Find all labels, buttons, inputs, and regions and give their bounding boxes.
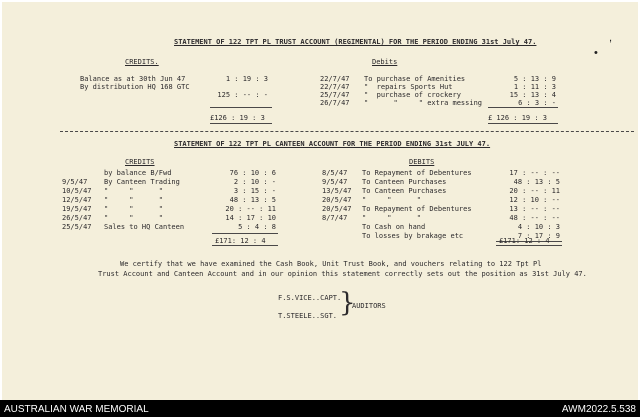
statement2-credits-header: CREDITS	[125, 158, 155, 166]
credit-amount: 125 : -- : -	[217, 91, 268, 99]
credit-desc: " " "	[104, 205, 164, 213]
statement1-debits-header: Debits	[372, 58, 398, 66]
debit-date: 22/7/47	[320, 83, 350, 91]
debit-desc: To Repayment of Debentures	[362, 169, 472, 177]
credit-amount: 1 : 19 : 3	[225, 75, 268, 83]
credit-amount: 76 : 10 : 6	[229, 169, 276, 177]
statement2-total-credits: £171: 12 : 4	[215, 237, 266, 245]
footer-accession-number: AWM2022.5.538	[561, 404, 636, 415]
debit-desc: " repairs Sports Hut	[364, 83, 453, 91]
credit-amount: 5 : 4 : 8	[238, 223, 276, 231]
debit-desc: " purchase of crockery	[364, 91, 461, 99]
credit-date: 19/5/47	[62, 205, 92, 213]
debit-amount: 7 : 17 : 9	[517, 232, 560, 240]
statement1-total-credits: £126 : 19 : 3	[210, 114, 265, 122]
document-page	[2, 2, 638, 400]
debit-date: 9/5/47	[322, 178, 348, 186]
credit-date: 25/5/47	[62, 223, 92, 231]
statement2-credits-subtotal-rule	[212, 233, 278, 234]
credit-date: 10/5/47	[62, 187, 92, 195]
statement2-credits-total-rule	[212, 245, 278, 246]
credit-desc: By Canteen Trading	[104, 178, 180, 186]
credit-date: 12/5/47	[62, 196, 92, 204]
debit-desc: " " " extra messing	[364, 99, 483, 107]
debit-amount: 48 : 13 : 5	[513, 178, 560, 186]
debit-date: 25/7/47	[320, 91, 350, 99]
credit-desc: by balance B/Fwd	[104, 169, 172, 177]
debit-amount: 4 : 10 : 3	[517, 223, 560, 231]
margin-tick-mark: •	[594, 47, 598, 59]
debit-desc: " " "	[362, 196, 422, 204]
debit-date: 8/5/47	[322, 169, 348, 177]
margin-comma-mark: ,	[609, 32, 613, 44]
debit-amount: 15 : 13 : 4	[509, 91, 556, 99]
credit-amount: 20 : -- : 11	[225, 205, 276, 213]
certification-line-1: We certify that we have examined the Cash Book, Unit Trust Book, and vouchers relating to 122 Tpt Pl	[120, 260, 542, 268]
credit-amount: 2 : 10 : -	[233, 178, 276, 186]
statement1-credits-header: CREDITS.	[125, 58, 159, 66]
auditor-signature-2: T.STEELE..SGT.	[278, 312, 338, 320]
debit-amount: 12 : 10 : --	[509, 196, 560, 204]
debit-desc: To losses by brakage etc	[362, 232, 464, 240]
credit-desc: " " "	[104, 187, 164, 195]
credit-desc: By distribution HQ 168 GTC	[80, 83, 190, 91]
statement1-debits-total-rule	[488, 123, 558, 124]
debit-date: 22/7/47	[320, 75, 350, 83]
credit-amount: 3 : 15 : -	[233, 187, 276, 195]
footer-institution: AUSTRALIAN WAR MEMORIAL	[4, 404, 149, 415]
credit-desc: Balance as at 30th Jun 47	[80, 75, 186, 83]
statement1-credits-total-rule	[210, 123, 272, 124]
debit-desc: To Repayment of Debentures	[362, 205, 472, 213]
credit-date: 9/5/47	[62, 178, 88, 186]
credit-desc: " " "	[104, 196, 164, 204]
statement1-debits-subtotal-rule	[488, 107, 558, 108]
statement2-debits-total-rule	[496, 245, 562, 246]
statement2-total-debits: £171: 12 : 4	[499, 237, 550, 245]
auditors-label: AUDITORS	[352, 302, 386, 310]
debit-amount: 48 : -- : --	[509, 214, 560, 222]
credit-desc: " " "	[104, 214, 164, 222]
debit-amount: 13 : -- : --	[509, 205, 560, 213]
debit-desc: " " "	[362, 214, 422, 222]
debit-amount: 20 : -- : 11	[509, 187, 560, 195]
credit-amount: 48 : 13 : 5	[229, 196, 276, 204]
debit-desc: To Canteen Purchases	[362, 178, 447, 186]
section-divider	[60, 131, 634, 132]
statement1-title: STATEMENT OF 122 TPT PL TRUST ACCOUNT (REGIMENTAL) FOR THE PERIOD ENDING 31st July 47.	[174, 38, 537, 46]
debit-amount: 5 : 13 : 9	[513, 75, 556, 83]
debit-date: 20/5/47	[322, 205, 352, 213]
statement1-credits-subtotal-rule	[210, 107, 272, 108]
debit-amount: 1 : 11 : 3	[513, 83, 556, 91]
debit-desc: To purchase of Amenities	[364, 75, 466, 83]
debit-date: 13/5/47	[322, 187, 352, 195]
statement2-debits-header: DEBITS	[409, 158, 435, 166]
auditor-signature-1: F.S.VICE..CAPT.	[278, 294, 342, 302]
debit-desc: To Cash on hand	[362, 223, 426, 231]
brace-mark: }	[339, 288, 356, 318]
statement1-total-debits: £ 126 : 19 : 3	[488, 114, 548, 122]
debit-desc: To Canteen Purchases	[362, 187, 447, 195]
debit-date: 26/7/47	[320, 99, 350, 107]
credit-desc: Sales to HQ Canteen	[104, 223, 185, 231]
credit-date: 26/5/47	[62, 214, 92, 222]
debit-amount: 6 : 3 : -	[518, 99, 556, 107]
certification-line-2: Trust Account and Canteen Account and in our opinion this statement correctly sets out the position as 31st July 47.	[98, 270, 587, 278]
debit-date: 8/7/47	[322, 214, 348, 222]
debit-date: 20/5/47	[322, 196, 352, 204]
statement2-title: STATEMENT OF 122 TPT PL CANTEEN ACCOUNT FOR THE PERIOD ENDING 31st JULY 47.	[174, 140, 491, 148]
credit-amount: 14 : 17 : 10	[225, 214, 276, 222]
debit-amount: 17 : -- : --	[509, 169, 560, 177]
